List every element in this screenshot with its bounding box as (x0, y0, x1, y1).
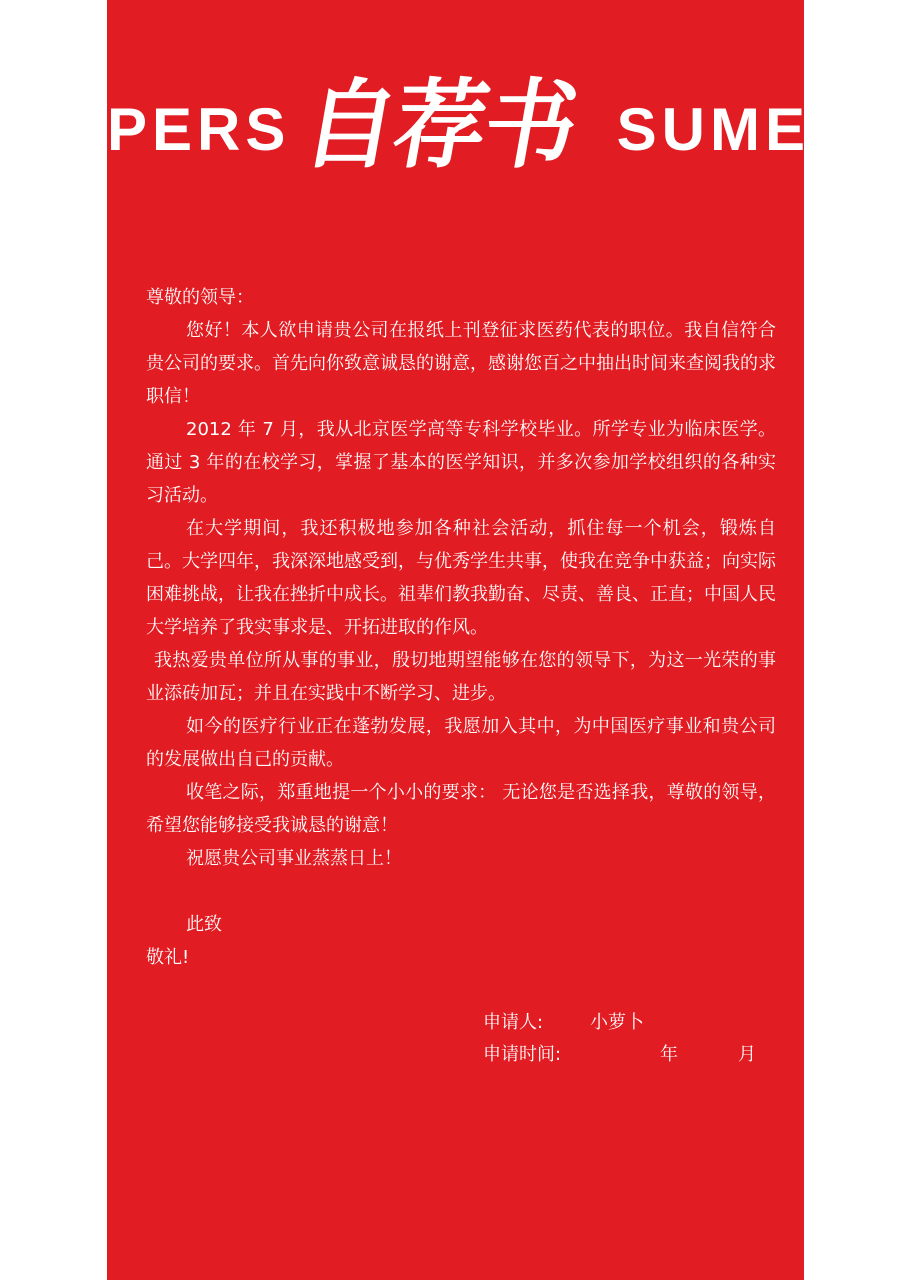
date-year: 年 (660, 1044, 678, 1065)
salutation: 尊敬的领导： (146, 287, 254, 308)
closing: 此致 (186, 914, 222, 935)
date-label: 申请时间: (483, 1044, 562, 1065)
letter-paragraph: 我热爱贵单位所从事的事业，殷切地期望能够在您的领导下，为这一光荣的事业添砖加瓦；并且在实践中不断学习、进步。 (146, 650, 776, 704)
resume-page (107, 0, 810, 1280)
date-month: 月 (738, 1044, 756, 1065)
title-banner (107, 55, 810, 200)
spacer (146, 875, 776, 908)
banner-left-text: PERS (107, 96, 291, 163)
applicant-label: 申请人: (483, 1012, 544, 1033)
cover-letter (146, 281, 776, 974)
regards: 敬礼! (146, 947, 190, 968)
letter-paragraph: 您好！本人欲申请贵公司在报纸上刊登征求医药代表的职位。我自信符合贵公司的要求。首先向你致意诚恳的谢意，感谢您百之中抽出时间来查阅我的求职信！ (146, 320, 776, 407)
letter-paragraph: 祝愿贵公司事业蒸蒸日上！ (186, 848, 402, 869)
letter-paragraph: 在大学期间，我还积极地参加各种社会活动，抓住每一个机会，锻炼自己。大学四年，我深深地感受到，与优秀学生共事，使我在竞争中获益；向实际困难挑战，让我在挫折中成长。祖辈们教我勤奋、尽责、善良、正直；中国人民大学培养了我实事求是、开拓进取的作风。 (146, 518, 776, 638)
banner-right-text (616, 95, 810, 165)
letter-paragraph: 2012 年 7 月，我从北京医学高等专科学校毕业。所学专业为临床医学。通过 3 年的在校学习，掌握了基本的医学知识，并多次参加学校组织的各种实习活动。 (146, 419, 776, 506)
applicant-name: 小萝卜 (590, 1012, 644, 1033)
banner-right-word: SUME (616, 96, 810, 163)
letter-paragraph: 如今的医疗行业正在蓬勃发展，我愿加入其中，为中国医疗事业和贵公司的发展做出自己的贡献。 (146, 716, 776, 770)
calligraphy-title: 自荐书 (295, 68, 586, 182)
letter-paragraph: 收笔之际，郑重地提一个小小的要求： 无论您是否选择我，尊敬的领导，希望您能够接受我诚恳的谢意！ (146, 782, 776, 836)
